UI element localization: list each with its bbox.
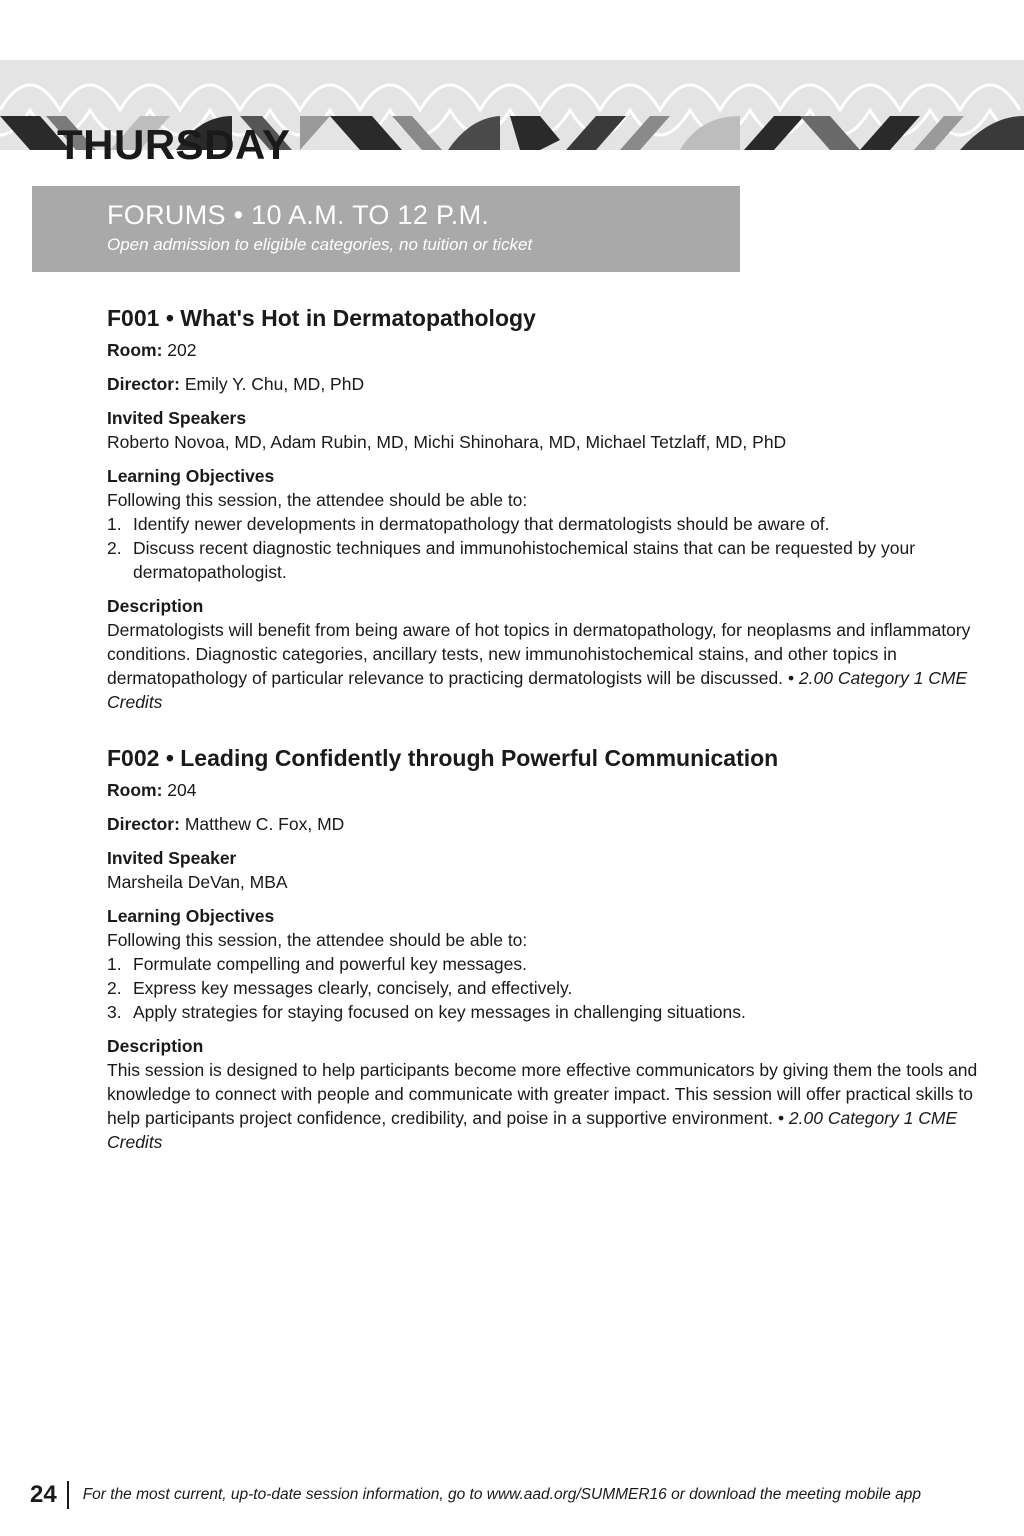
objective-item: 2. Express key messages clearly, concisely, and effectively. xyxy=(107,978,573,998)
page-number: 24 xyxy=(30,1481,57,1508)
room-line xyxy=(107,338,987,362)
speakers-label: Invited Speaker xyxy=(107,848,237,868)
description-block xyxy=(107,594,987,714)
room-line xyxy=(107,778,987,802)
page-footer xyxy=(30,1478,1010,1512)
director-label: Director: xyxy=(107,814,180,834)
room-value: 202 xyxy=(167,340,197,360)
objectives-intro: Following this session, the attendee should be able to: xyxy=(107,490,528,510)
section-subtitle: Open admission to eligible categories, no tuition or ticket xyxy=(107,235,533,255)
credits: • 2.00 Category 1 CME Credits xyxy=(107,668,968,712)
objectives-block xyxy=(107,904,987,1024)
session-f001 xyxy=(107,302,987,714)
objectives-intro: Following this session, the attendee should be able to: xyxy=(107,930,528,950)
description-text: Dermatologists will benefit from being aware of hot topics in dermatopathology, for neoplasms and inflammatory conditions. Diagnostic categories, ancillary tests, new immunohistochemical stains, and other topics in dermatopathology of particular relevance to practicing dermatologists will be discussed. • 2.00 Category 1 CME Credits xyxy=(107,620,971,712)
credits: • 2.00 Category 1 CME Credits xyxy=(107,1108,958,1152)
speakers-value: Marsheila DeVan, MBA xyxy=(107,872,288,892)
sessions-list xyxy=(107,302,987,1182)
speakers-block xyxy=(107,406,987,454)
director-value: Emily Y. Chu, MD, PhD xyxy=(184,374,365,394)
objective-item: 1. Identify newer developments in dermatopathology that dermatologists should be aware of. xyxy=(107,514,830,534)
room-label: Room: xyxy=(107,340,163,360)
room-value: 204 xyxy=(167,780,197,800)
objective-item: 2. Discuss recent diagnostic techniques and immunohistochemical stains that can be requested by your dermatopathologist. xyxy=(107,538,916,582)
session-title: F002 • Leading Confidently through Powerful Communication xyxy=(107,745,779,771)
day-banner xyxy=(0,60,1024,168)
director-label: Director: xyxy=(107,374,180,394)
footer-text: For the most current, up-to-date session information, go to www.aad.org/SUMMER16 or download the meeting mobile app xyxy=(82,1486,921,1503)
objective-item: 1. Formulate compelling and powerful key messages. xyxy=(107,954,527,974)
session-title: F001 • What's Hot in Dermatopathology xyxy=(107,305,536,331)
section-header xyxy=(32,186,740,272)
session-f002 xyxy=(107,742,987,1154)
objectives-label: Learning Objectives xyxy=(107,906,275,926)
description-label: Description xyxy=(107,596,204,616)
section-title: FORUMS • 10 A.M. TO 12 P.M. xyxy=(107,200,490,230)
objectives-list xyxy=(107,512,987,584)
objectives-block xyxy=(107,464,987,584)
description-label: Description xyxy=(107,1036,204,1056)
speakers-block xyxy=(107,846,987,894)
speakers-label: Invited Speakers xyxy=(107,408,247,428)
speakers-value: Roberto Novoa, MD, Adam Rubin, MD, Michi Shinohara, MD, Michael Tetzlaff, MD, PhD xyxy=(107,432,787,452)
description-text: This session is designed to help participants become more effective communicators by giving them the tools and knowledge to connect with people and communicate with greater impact. This session will offer practical skills to help participants project confidence, credibility, and poise in a supportive environment. • 2.00 Category 1 CME Credits xyxy=(107,1060,978,1152)
director-line xyxy=(107,812,987,836)
objectives-label: Learning Objectives xyxy=(107,466,275,486)
footer-divider xyxy=(67,1481,69,1509)
description-block xyxy=(107,1034,987,1154)
day-title: THURSDAY xyxy=(57,121,291,168)
objectives-list xyxy=(107,952,987,1024)
director-line xyxy=(107,372,987,396)
room-label: Room: xyxy=(107,780,163,800)
objective-item: 3. Apply strategies for staying focused on key messages in challenging situations. xyxy=(107,1002,746,1022)
director-value: Matthew C. Fox, MD xyxy=(184,814,345,834)
